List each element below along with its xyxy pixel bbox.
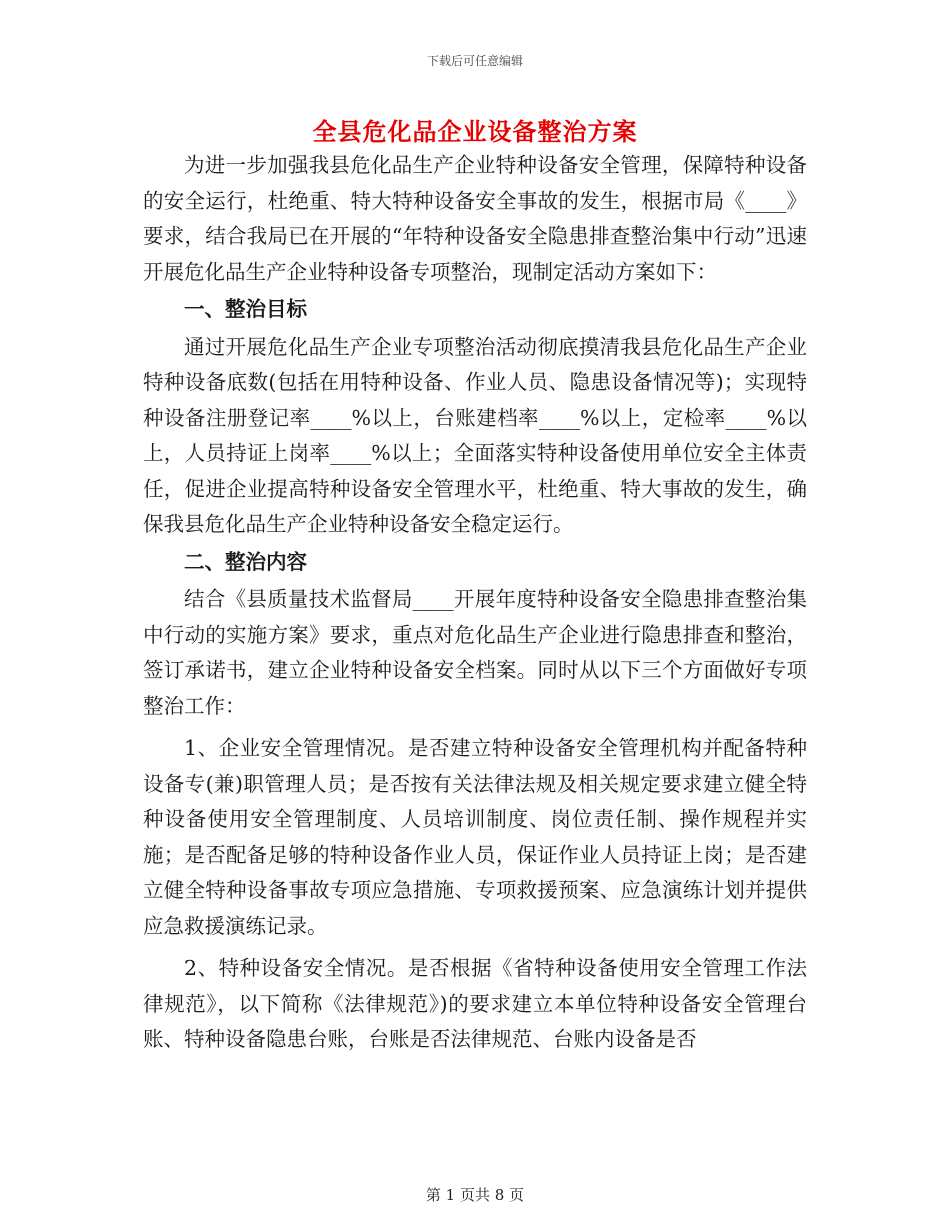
document-title: 全县危化品企业设备整治方案 <box>312 117 638 146</box>
list-item-management: 1、企业安全管理情况。是否建立特种设备安全管理机构并配备特种设备专(兼)职管理人员；是否按有关法律法规及相关规定要求建立健全特种设备使用安全管理制度、人员培训制度、岗位责任制、操作规程并实施；是否配备足够的特种设备作业人员，保证作业人员持证上岗；是否建立健全特种设备事故专项应急措施、专项救援预案、应急演练计划并提供应急救援演练记录。 <box>143 736 807 938</box>
content-paragraph: 结合《县质量技术监督局____开展年度特种设备安全隐患排查整治集中行动的实施方案》要求，重点对危化品生产企业进行隐患排查和整治，签订承诺书，建立企业特种设备安全档案。同时从以下三个方面做好专项整治工作： <box>143 587 807 718</box>
intro-paragraph: 为进一步加强我县危化品生产企业特种设备安全管理，保障特种设备的安全运行，杜绝重、特大特种设备安全事故的发生，根据市局《____》要求，结合我局已在开展的“年特种设备安全隐患排查整治集中行动”迅速开展危化品生产企业特种设备专项整治，现制定活动方案如下： <box>143 153 807 284</box>
page-header-note: 下载后可任意编辑 <box>426 54 523 68</box>
section-heading-goals: 一、整治目标 <box>184 297 307 321</box>
document-body <box>143 148 807 1058</box>
section-heading-content: 二、整治内容 <box>184 549 307 574</box>
list-item-equipment-safety: 2、特种设备安全情况。是否根据《省特种设备使用安全管理工作法律规范》，以下简称《法律规范》)的要求建立本单位特种设备安全管理台账、特种设备隐患台账，台账是否法律规范、台账内设备是否 <box>143 956 807 1051</box>
goals-paragraph: 通过开展危化品生产企业专项整治活动彻底摸清我县危化品生产企业特种设备底数(包括在用特种设备、作业人员、隐患设备情况等)；实现特种设备注册登记率____%以上，台账建档率____%以上，定检率____%以上，人员持证上岗率____%以上；全面落实特种设备使用单位安全主体责任，促进企业提高特种设备安全管理水平，杜绝重、特大事故的发生，确保我县危化品生产企业特种设备安全稳定运行。 <box>143 334 807 536</box>
page-number: 第 1 页共 8 页 <box>425 1186 525 1204</box>
